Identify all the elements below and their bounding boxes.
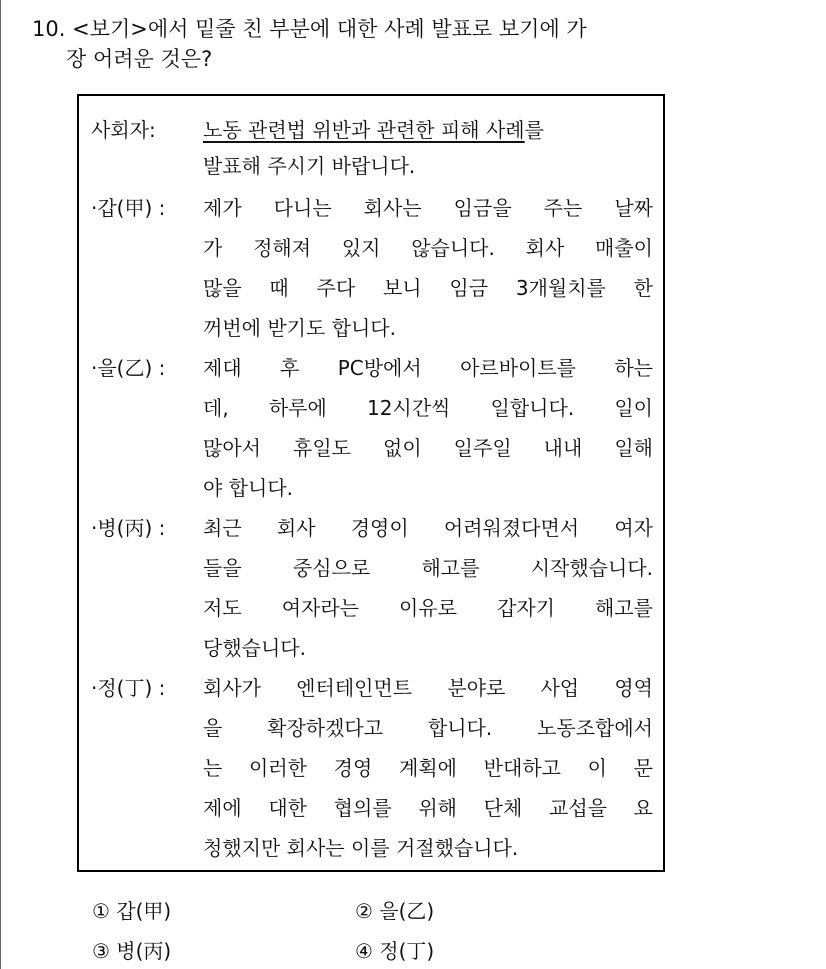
question-stem (32, 14, 752, 74)
speaker-text: 많을 때 주다 보니 임금 3개월치를 한 (203, 276, 653, 300)
speaker-label: ·을(乙) : (91, 356, 166, 380)
speaker-text: 들을 중심으로 해고를 시작했습니다. (203, 556, 653, 580)
speaker-text: 제에 대한 협의를 위해 단체 교섭을 요 (203, 796, 653, 820)
question-text-line1: <보기>에서 밑줄 친 부분에 대한 사례 발표로 보기에 가 (72, 17, 587, 41)
speaker-text: 는 이러한 경영 계획에 반대하고 이 문 (203, 756, 653, 780)
speaker-text: 제가 다니는 회사는 임금을 주는 날짜 (203, 196, 653, 220)
moderator-text-line2: 발표해 주시기 바랍니다. (203, 154, 416, 178)
underlined-phrase: 노동 관련법 위반과 관련한 피해 사례 (203, 118, 525, 142)
moderator-label: 사회자: (91, 118, 156, 142)
question-number: 10. (32, 17, 66, 41)
speaker-text: 야 합니다. (203, 476, 293, 500)
speaker-label: ·병(丙) : (91, 516, 166, 540)
speaker-text: 당했습니다. (203, 636, 306, 660)
speaker-text: 가 정해져 있지 않습니다. 회사 매출이 (203, 236, 653, 260)
page-left-border (0, 0, 1, 969)
option-4[interactable]: ④ 정(丁) (355, 939, 435, 963)
option-3[interactable]: ③ 병(丙) (92, 939, 172, 963)
speaker-label: ·갑(甲) : (91, 196, 166, 220)
speaker-text: 많아서 휴일도 없이 일주일 내내 일해 (203, 436, 653, 460)
option-2[interactable]: ② 을(乙) (355, 899, 435, 923)
speaker-text: 최근 회사 경영이 어려워졌다면서 여자 (203, 516, 653, 540)
speaker-text: 꺼번에 받기도 합니다. (203, 316, 396, 340)
speaker-text: 회사가 엔터테인먼트 분야로 사업 영역 (203, 676, 653, 700)
speaker-text: 을 확장하겠다고 합니다. 노동조합에서 (203, 716, 653, 740)
question-text-line2: 장 어려운 것은? (66, 47, 213, 71)
speaker-text: 저도 여자라는 이유로 갑자기 해고를 (203, 596, 653, 620)
speaker-text: 데, 하루에 12시간씩 일합니다. 일이 (203, 396, 653, 420)
speaker-text: 제대 후 PC방에서 아르바이트를 하는 (203, 356, 653, 380)
speaker-text: 청했지만 회사는 이를 거절했습니다. (203, 836, 519, 860)
example-box (77, 94, 665, 872)
moderator-text-rest: 를 (524, 118, 544, 142)
option-1[interactable]: ① 갑(甲) (92, 899, 172, 923)
speaker-label: ·정(丁) : (91, 676, 166, 700)
